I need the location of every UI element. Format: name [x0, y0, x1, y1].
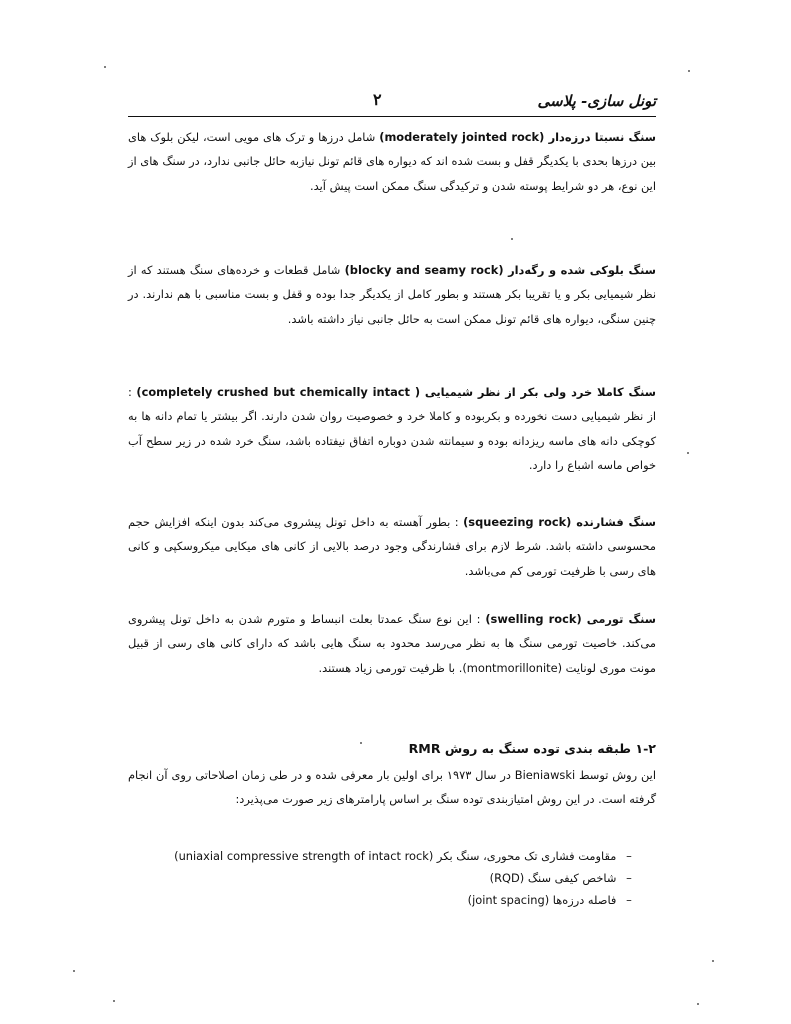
- scan-speck: [712, 960, 714, 962]
- paragraph-swelling: [128, 607, 656, 680]
- list-item-text: مقاومت فشاری تک محوری، سنگ بکر (uniaxial compressive strength of intact rock): [174, 849, 617, 863]
- scan-speck: [360, 742, 362, 744]
- paragraph-text: : این نوع سنگ عمدتا بعلت انبساط و متورم شدن به داخل تونل پیشروی می‌کند. خاصیت تورمی سنگ ها به نظر می‌رسد محدود به سنگ هایی باشد که دارای کانی های رسی از قبیل مونت موری لونایت (montmorillonite). با ظرفیت تورمی زیاد هستند.: [128, 612, 656, 675]
- scan-speck: [104, 66, 106, 68]
- paragraph-crushed-intact: [128, 380, 656, 478]
- page-header: [128, 90, 656, 120]
- paragraph-text: شامل درزها و ترک های مویی است، لیکن بلوک های بین درزها بحدی با یکدیگر قفل و بست شده اند که دیواره های قائم تونل نیازبه حائل جانبی ندارد، در سنگ های از این نوع، هر دو شرایط پوسته شدن و ترکیدگی سنگ ممکن است پیش آید.: [128, 130, 656, 193]
- paragraph-text: : بطور آهسته به داخل تونل پیشروی می‌کند بدون اینکه افزایش حجم محسوسی داشته باشد. شرط لازم برای فشارندگی وجود درصد بالایی از کانی های میکایی میکروسکپی و کانی های رسی با ظرفیت تورمی کم می‌باشد.: [128, 515, 656, 578]
- list-item: [128, 845, 638, 867]
- scan-speck: [687, 452, 689, 454]
- list-bullet: –: [626, 893, 632, 907]
- list-bullet: –: [626, 849, 632, 863]
- paragraph-heading: سنگ تورمی (swelling rock): [485, 612, 656, 626]
- paragraph-heading: سنگ کاملا خرد ولی بکر از نظر شیمیایی ( completely crushed but chemically intact): [136, 385, 656, 399]
- scan-speck: [73, 970, 75, 972]
- paragraph-heading: سنگ نسبتا درزه‌دار (moderately jointed rock): [379, 130, 656, 144]
- scan-speck: [511, 238, 513, 240]
- section-intro: این روش توسط Bieniawski در سال ۱۹۷۳ برای اولین بار معرفی شده و در طی زمان اصلاحاتی روی آن انجام گرفته است. در این روش امتیازبندی توده سنگ بر اساس پارامترهای زیر صورت می‌پذیرد:: [128, 768, 657, 807]
- list-item-text: شاخص کیفی سنگ (RQD): [489, 871, 617, 885]
- list-item: [128, 867, 638, 889]
- scan-speck: [688, 70, 690, 72]
- list-bullet: –: [626, 871, 632, 885]
- paragraph-squeezing: [128, 510, 656, 583]
- scan-speck: [697, 1003, 699, 1005]
- paragraph-heading: سنگ بلوکی شده و رگه‌دار (blocky and seamy rock): [344, 263, 657, 277]
- paragraph-heading: سنگ فشارنده (squeezing rock): [463, 515, 656, 529]
- list-item-text: فاصله درزه‌ها (joint spacing): [467, 893, 617, 907]
- paragraph-text: : از نظر شیمیایی دست نخورده و بکربوده و کاملا خرد و خصوصیت روان شدن دارند. اگر بیشتر یا تمام دانه ها به کوچکی دانه های ماسه ریزدانه بوده و سیمانته شدن دوباره اتفاق نیفتاده باشد، سنگ خرد شده در زیر سطح آب خواص ماسه اشباع را دارد.: [128, 385, 656, 473]
- page-number: ۲: [373, 90, 382, 109]
- running-title: تونل سازی- پلاسی: [537, 92, 656, 110]
- scan-speck: [113, 1000, 115, 1002]
- paragraph-text: شامل قطعات و خرده‌های سنگ هستند که از نظر شیمیایی بکر و یا تقریبا بکر هستند و بطور کامل از یکدیگر جدا بوده و قفل و بست مناسبی با هم ندارند. در چنین سنگی، دیواره های قائم تونل ممکن است به حائل جانبی نیاز داشته باشد.: [128, 263, 656, 326]
- header-rule: [128, 116, 656, 117]
- paragraph-blocky-seamy: [128, 258, 656, 331]
- list-item: [128, 889, 638, 911]
- paragraph-moderately-jointed: [128, 125, 656, 198]
- section-title: ۱-۲ طبقه بندی توده سنگ به روش RMR: [408, 741, 656, 756]
